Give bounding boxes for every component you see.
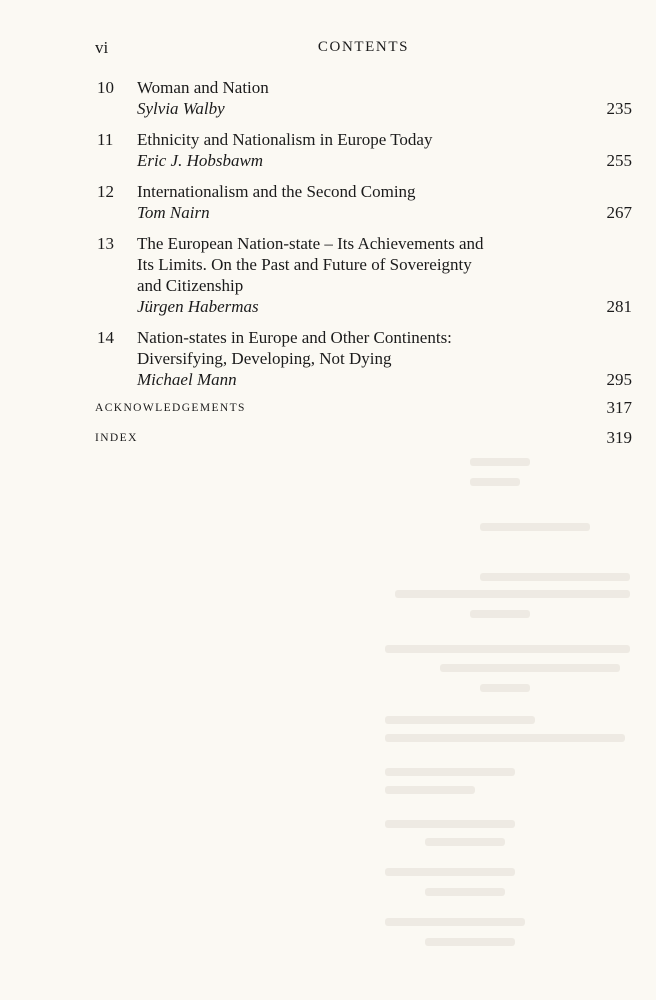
chapter-page-number: 235 [606, 99, 632, 118]
chapter-title: Internationalism and the Second Coming [137, 182, 416, 201]
chapter-page-number: 281 [606, 297, 632, 316]
index-label: INDEX [95, 432, 138, 444]
acknowledgements-entry [95, 398, 632, 420]
chapter-title-line: The European Nation-state – Its Achievements and [137, 234, 484, 253]
chapter-title-line: Nation-states in Europe and Other Continents: [137, 328, 452, 347]
chapter-number: 13 [97, 234, 114, 253]
contents-entry [97, 77, 632, 119]
contents-entry [97, 129, 632, 171]
chapter-page-number: 267 [606, 203, 632, 222]
acknowledgements-page-number: 317 [606, 398, 632, 417]
running-head [95, 38, 632, 62]
chapter-title-line: Diversifying, Developing, Not Dying [137, 349, 392, 368]
chapter-author: Sylvia Walby [137, 99, 225, 118]
contents-list [97, 77, 632, 400]
chapter-title-line: and Citizenship [137, 276, 244, 295]
chapter-title: Ethnicity and Nationalism in Europe Today [137, 130, 433, 149]
chapter-page-number: 295 [606, 370, 632, 389]
chapter-number: 10 [97, 78, 114, 97]
chapter-author: Michael Mann [137, 370, 237, 389]
contents-entry [97, 181, 632, 223]
page-number: vi [95, 38, 109, 57]
index-page-number: 319 [606, 428, 632, 447]
chapter-number: 12 [97, 182, 114, 201]
acknowledgements-label: ACKNOWLEDGEMENTS [95, 402, 246, 414]
contents-entry [97, 233, 632, 317]
chapter-author: Jürgen Habermas [137, 297, 259, 316]
contents-entry [97, 327, 632, 390]
chapter-title: Woman and Nation [137, 78, 269, 97]
index-entry [95, 428, 632, 450]
chapter-title-line: Its Limits. On the Past and Future of Sovereignty [137, 255, 472, 274]
chapter-page-number: 255 [606, 151, 632, 170]
running-head-title: CONTENTS [317, 39, 410, 55]
chapter-number: 14 [97, 328, 114, 347]
chapter-author: Eric J. Hobsbawm [137, 151, 264, 170]
chapter-author: Tom Nairn [137, 203, 210, 222]
chapter-number: 11 [97, 130, 114, 149]
